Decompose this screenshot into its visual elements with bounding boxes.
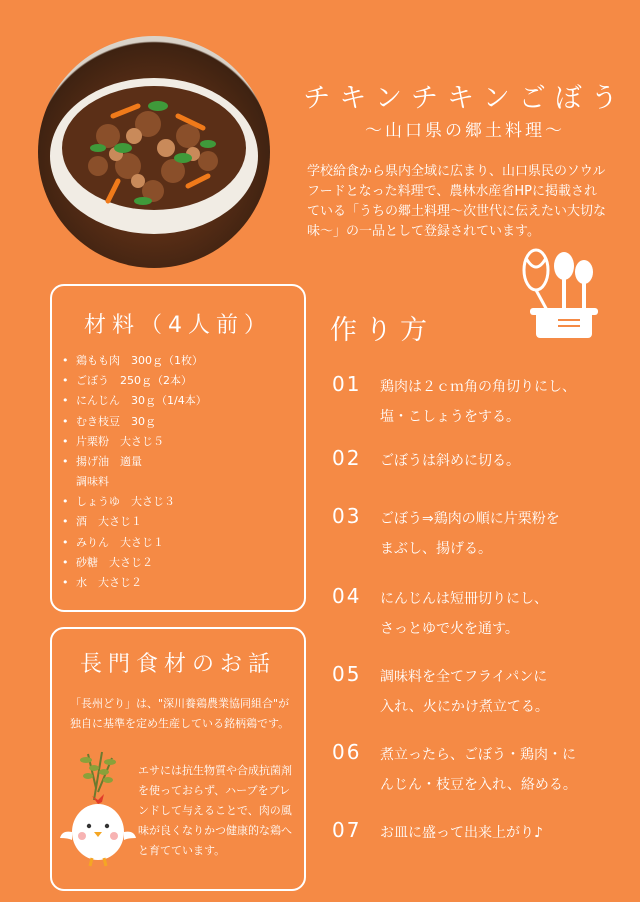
step-text: お皿に盛って出来上がり♪ — [380, 825, 543, 841]
ingredients-title: 材料（4人前） — [84, 313, 272, 338]
page-subtitle: 〜山口県の郷土料理〜 — [365, 121, 565, 141]
step-number: 04 — [332, 584, 362, 608]
chick-mascot-icon — [58, 748, 138, 868]
dish-photo — [38, 36, 270, 268]
step-text: 鶏肉は２ｃｍ角の角切りにし、 塩・こしょうをする。 — [380, 379, 576, 425]
intro-text: 学校給食から県内全域に広まり、山口県民のソウルフードとなった料理で、農林水産省HPに掲載されている「うちの郷土料理〜次世代に伝えたい大切な味〜」の一品として登録されています。 — [307, 164, 607, 239]
step-number: 06 — [332, 740, 362, 764]
step-number: 01 — [332, 372, 362, 396]
ingredient-item: • 片栗粉 大さじ５ — [52, 432, 304, 452]
story-paragraph-2: エサには抗生物質や合成抗菌剤を使っておらず、ハーブをブレンドして与えることで、肉の風味が良くなりかつ健康的な鶏へと育てています。 — [138, 764, 292, 857]
cooking-utensils-icon — [506, 246, 602, 342]
ingredients-box — [50, 284, 306, 612]
seasoning-item: • みりん 大さじ１ — [52, 533, 304, 553]
story-paragraph-1: 「長州どり」は、"深川養鶏農業協同組合"が独自に基準を定め生産している銘柄鶏です。 — [70, 697, 290, 730]
seasoning-item: • 砂糖 大さじ２ — [52, 553, 304, 573]
ingredient-item: • 鶏もも肉 300ｇ（1枚） — [52, 351, 304, 371]
ingredient-item: • にんじん 30ｇ（1/4本） — [52, 391, 304, 411]
ingredient-item: • 揚げ油 適量 — [52, 452, 304, 472]
step-number: 05 — [332, 662, 362, 686]
step-text: 調味料を全てフライパンに 入れ、火にかけ煮立てる。 — [380, 669, 549, 715]
ingredients-list — [52, 351, 304, 472]
seasoning-item: • 水 大さじ２ — [52, 573, 304, 593]
step-text: ごぼうは斜めに切る。 — [380, 453, 520, 469]
ingredient-item: • ごぼう 250ｇ（2本） — [52, 371, 304, 391]
step-number: 07 — [332, 818, 362, 842]
step-text: にんじんは短冊切りにし、 さっとゆで火を通す。 — [380, 591, 548, 637]
seasoning-label: 調味料 — [76, 475, 109, 489]
step-number: 03 — [332, 504, 362, 528]
seasoning-list — [52, 492, 304, 593]
step-text: 煮立ったら、ごぼう・鶏肉・に んじん・枝豆を入れ、絡める。 — [380, 747, 577, 793]
story-title: 長門食材のお話 — [79, 652, 276, 677]
ingredient-item: • むき枝豆 30ｇ — [52, 412, 304, 432]
seasoning-item: • 酒 大さじ１ — [52, 512, 304, 532]
page-title: チキンチキンごぼう — [303, 83, 627, 114]
seasoning-item: • しょうゆ 大さじ３ — [52, 492, 304, 512]
howto-title: 作り方 — [330, 315, 435, 346]
step-text: ごぼう⇒鶏肉の順に片栗粉を まぶし、揚げる。 — [380, 511, 560, 557]
step-number: 02 — [332, 446, 362, 470]
